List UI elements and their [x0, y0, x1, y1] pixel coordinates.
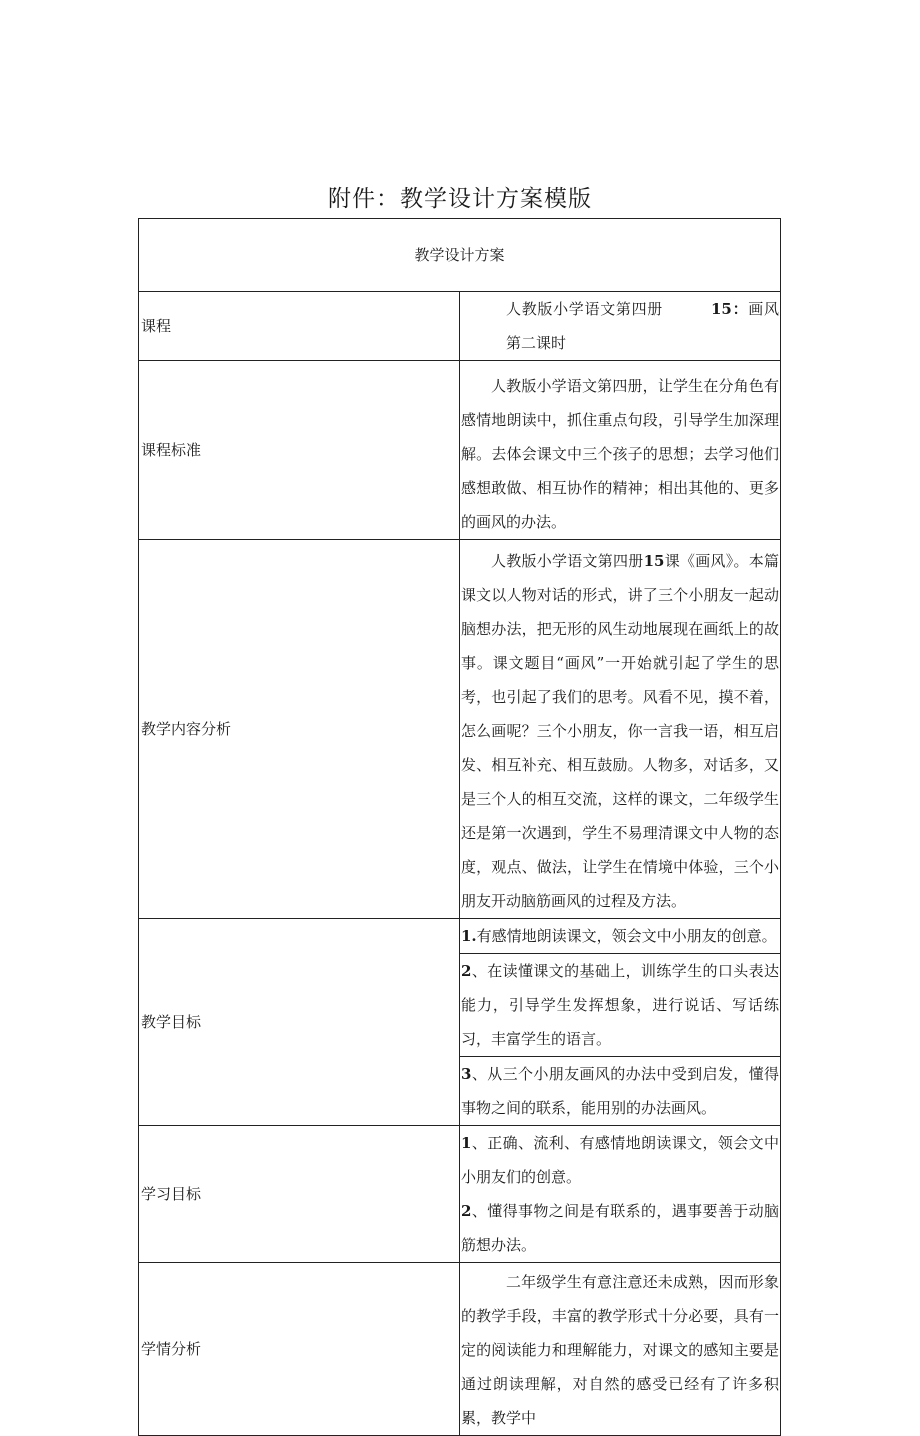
- standard-row: [139, 361, 781, 540]
- learning-objectives-label: 学习目标: [139, 1126, 460, 1263]
- situation-row: [139, 1263, 781, 1436]
- course-label: 课程: [139, 292, 460, 361]
- teaching-objective-2-number: 2: [461, 962, 472, 980]
- situation-text: 二年级学生有意注意还未成熟，因而形象的教学手段，丰富的教学形式十分必要，具有一定的阅读能力和理解能力，对课文的感知主要是通过朗读理解，对自然的感受已经有了许多积累，教学中: [461, 1273, 779, 1427]
- learning-objective-2-number: 2: [461, 1202, 472, 1220]
- teaching-objective-1: [460, 919, 781, 954]
- document-title: 附件：教学设计方案模版: [328, 186, 592, 212]
- learning-objective-2-text: 、懂得事物之间是有联系的，遇事要善于动脑筋想办法。: [461, 1202, 779, 1254]
- analysis-lesson-number: 15: [643, 552, 665, 570]
- course-row: [139, 292, 781, 361]
- teaching-objective-2-text: 、在读懂课文的基础上，训练学生的口头表达能力，引导学生发挥想象，进行说话、写话练习，丰富学生的语言。: [461, 962, 779, 1048]
- teaching-objective-3-text: 、从三个小朋友画风的办法中受到启发，懂得事物之间的联系，能用别的办法画风。: [461, 1065, 779, 1117]
- learning-objective-1-text: 、正确、流利、有感情地朗读课文，领会文中小朋友们的创意。: [461, 1134, 779, 1186]
- learning-objectives-value: [460, 1126, 781, 1263]
- learning-objective-1: [461, 1126, 779, 1194]
- teaching-objective-3-number: 3: [461, 1065, 472, 1083]
- situation-value: [460, 1263, 781, 1436]
- teaching-objective-3: [460, 1057, 781, 1126]
- course-lesson-title: 画风第二课时: [506, 300, 779, 352]
- learning-objective-1-number: 1: [461, 1134, 472, 1152]
- teaching-objective-2: [460, 954, 781, 1057]
- analysis-value: [460, 540, 781, 919]
- analysis-text-a: 人教版小学语文第四册: [491, 552, 644, 570]
- course-textbook: 人教版小学语文第四册: [506, 300, 663, 318]
- course-value: [460, 292, 781, 361]
- standard-label: 课程标准: [139, 361, 460, 540]
- analysis-row: [139, 540, 781, 919]
- course-lesson-number: 15：: [711, 300, 749, 318]
- analysis-text-b: 课《画风》。本篇课文以人物对话的形式，讲了三个小朋友一起动脑想办法，把无形的风生动地展现在画纸上的故事。课文题目“画风”一开始就引起了学生的思考，也引起了我们的思考。风看不见，摸不着，怎么画呢？三个小朋友，你一言我一语，相互启发、相互补充、相互鼓励。人物多，对话多，又是三个人的相互交流，这样的课文，二年级学生还是第一次遇到，学生不易理清课文中人物的态度，观点、做法，让学生在情境中体验，三个小朋友开动脑筋画风的过程及方法。: [461, 552, 779, 910]
- situation-label: 学情分析: [139, 1263, 460, 1436]
- standard-text: 人教版小学语文第四册，让学生在分角色有感情地朗读中，抓住重点句段，引导学生加深理解。去体会课文中三个孩子的思想；去学习他们感想敢做、相互协作的精神；相出其他的、更多的画风的办法。: [461, 377, 779, 531]
- teaching-design-table: [138, 218, 781, 1436]
- teaching-objective-row-1: [139, 919, 781, 954]
- learning-objective-2: [461, 1194, 779, 1262]
- analysis-text: [461, 544, 779, 918]
- teaching-objectives-label: 教学目标: [139, 919, 460, 1126]
- teaching-objective-1-text: 有感情地朗读课文，领会文中小朋友的创意。: [476, 927, 777, 945]
- table-header-row: [139, 219, 781, 292]
- table-header: 教学设计方案: [139, 219, 781, 292]
- learning-objectives-row: [139, 1126, 781, 1263]
- teaching-objective-1-number: 1.: [461, 927, 477, 945]
- standard-value: [460, 361, 781, 540]
- analysis-label: 教学内容分析: [139, 540, 460, 919]
